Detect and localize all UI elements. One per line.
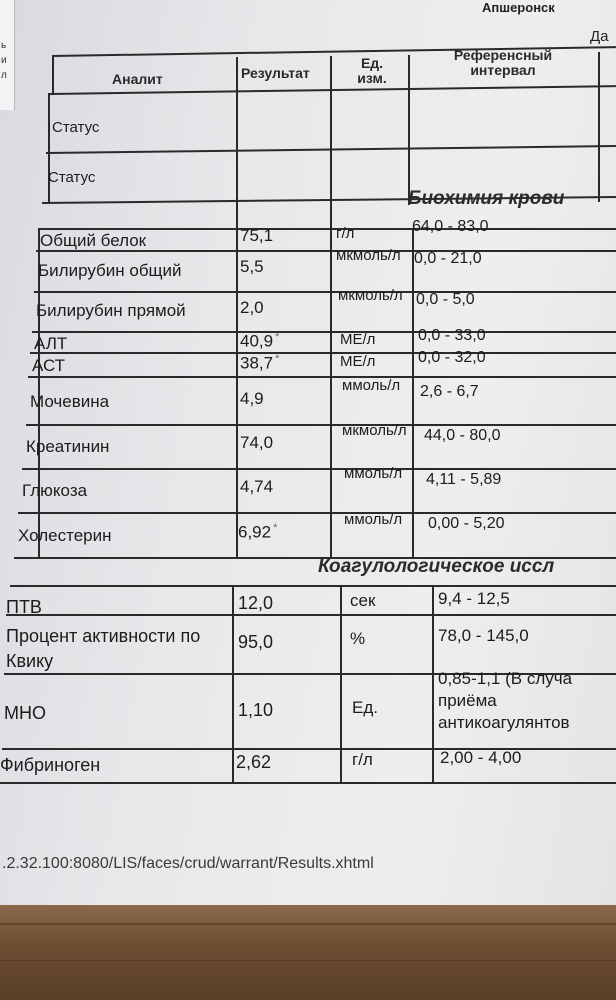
row-ast-analyte: АСТ xyxy=(32,356,66,375)
row-direct-bilirubin-unit: мкмоль/л xyxy=(338,287,403,304)
row-glucose-unit: ммоль/л xyxy=(344,465,403,482)
row-direct-bilirubin-result: 2,0 xyxy=(240,298,264,317)
wooden-table-surface xyxy=(0,905,616,1000)
row-glucose-reference: 4,11 - 5,89 xyxy=(426,471,502,488)
status-row-1-label: Статус xyxy=(52,119,100,136)
row-cholesterol-result xyxy=(238,523,277,542)
row-alt-analyte: АЛТ xyxy=(34,334,68,353)
row-fibrinogen-analyte: Фибриноген xyxy=(0,755,101,775)
row-cholesterol-analyte: Холестерин xyxy=(18,526,112,545)
row-total-bilirubin-analyte: Билирубин общий xyxy=(38,261,182,280)
section-title-coagulation: Коагулологическое иссл xyxy=(318,556,555,577)
row-urea-unit: ммоль/л xyxy=(342,377,401,394)
row-ast-result-value: 38,7 xyxy=(240,353,274,373)
row-ptv-analyte: ПТВ xyxy=(6,597,42,617)
row-total-bilirubin-result: 5,5 xyxy=(240,257,264,276)
header-analyte: Аналит xyxy=(112,71,163,87)
row-quick-unit: % xyxy=(350,629,366,648)
row-alt-result-value: 40,9 xyxy=(240,331,274,351)
header-reference: Референсный интервал xyxy=(453,47,553,78)
row-quick-reference: 78,0 - 145,0 xyxy=(438,626,529,645)
row-fibrinogen-unit: г/л xyxy=(352,750,373,769)
row-total-bilirubin-unit: мкмоль/л xyxy=(336,247,401,264)
status-row-2-label: Статус xyxy=(48,169,96,186)
row-direct-bilirubin-reference: 0,0 - 5,0 xyxy=(416,291,475,308)
row-ptv-unit: сек xyxy=(350,591,376,610)
row-total-protein-result: 75,1 xyxy=(240,226,274,245)
row-creatinine-result: 74,0 xyxy=(240,433,274,452)
underlying-page-edge: ь и л xyxy=(0,0,15,110)
row-total-protein-reference: 64,0 - 83,0 xyxy=(412,218,489,235)
row-total-protein-analyte: Общий белок xyxy=(40,231,147,250)
header-unit: Ед. изм. xyxy=(357,55,387,86)
row-fibrinogen-result: 2,62 xyxy=(236,752,272,772)
row-creatinine-reference: 44,0 - 80,0 xyxy=(424,427,501,444)
institution-name: Апшеронск xyxy=(482,0,555,15)
row-urea-result: 4,9 xyxy=(240,389,264,408)
row-total-bilirubin-reference: 0,0 - 21,0 xyxy=(414,250,482,267)
row-cholesterol-result-value: 6,92 xyxy=(238,522,272,542)
row-inr-result: 1,10 xyxy=(238,700,274,720)
row-creatinine-unit: мкмоль/л xyxy=(342,422,407,439)
row-ast-unit: МЕ/л xyxy=(340,353,376,370)
row-fibrinogen-reference: 2,00 - 4,00 xyxy=(440,748,522,767)
row-ptv-reference: 9,4 - 12,5 xyxy=(438,589,510,608)
row-direct-bilirubin-analyte: Билирубин прямой xyxy=(36,301,186,320)
row-alt-result xyxy=(240,332,279,351)
row-cholesterol-reference: 0,00 - 5,20 xyxy=(428,515,505,532)
row-ast-reference: 0,0 - 32,0 xyxy=(418,349,486,366)
row-alt-unit: МЕ/л xyxy=(340,331,376,348)
row-urea-analyte: Мочевина xyxy=(30,392,110,411)
row-inr-reference: 0,85-1,1 (В случа приёма антикоагулянтов xyxy=(438,669,573,733)
row-alt-reference: 0,0 - 33,0 xyxy=(418,327,486,344)
row-glucose-analyte: Глюкоза xyxy=(22,481,88,500)
row-ast-flag: * xyxy=(275,353,280,365)
row-cholesterol-flag: * xyxy=(273,522,278,534)
row-urea-reference: 2,6 - 6,7 xyxy=(420,383,479,400)
date-label: Да xyxy=(590,28,609,45)
section-title-biochemistry: Биохимия крови xyxy=(408,188,565,209)
row-cholesterol-unit: ммоль/л xyxy=(344,511,403,528)
row-creatinine-analyte: Креатинин xyxy=(26,437,110,456)
row-total-protein-unit: г/л xyxy=(336,225,355,242)
row-quick-result: 95,0 xyxy=(238,632,274,652)
row-inr-unit: Ед. xyxy=(352,698,378,717)
row-ast-result xyxy=(240,354,279,373)
print-url-footer: .2.32.100:8080/LIS/faces/crud/warrant/Results.xhtml xyxy=(2,855,374,872)
row-alt-flag: * xyxy=(275,331,280,343)
header-result: Результат xyxy=(241,65,310,81)
row-ptv-result: 12,0 xyxy=(238,593,274,613)
row-quick-analyte: Процент активности по Квику xyxy=(6,626,201,672)
row-glucose-result: 4,74 xyxy=(240,477,274,496)
row-inr-analyte: МНО xyxy=(4,703,46,723)
